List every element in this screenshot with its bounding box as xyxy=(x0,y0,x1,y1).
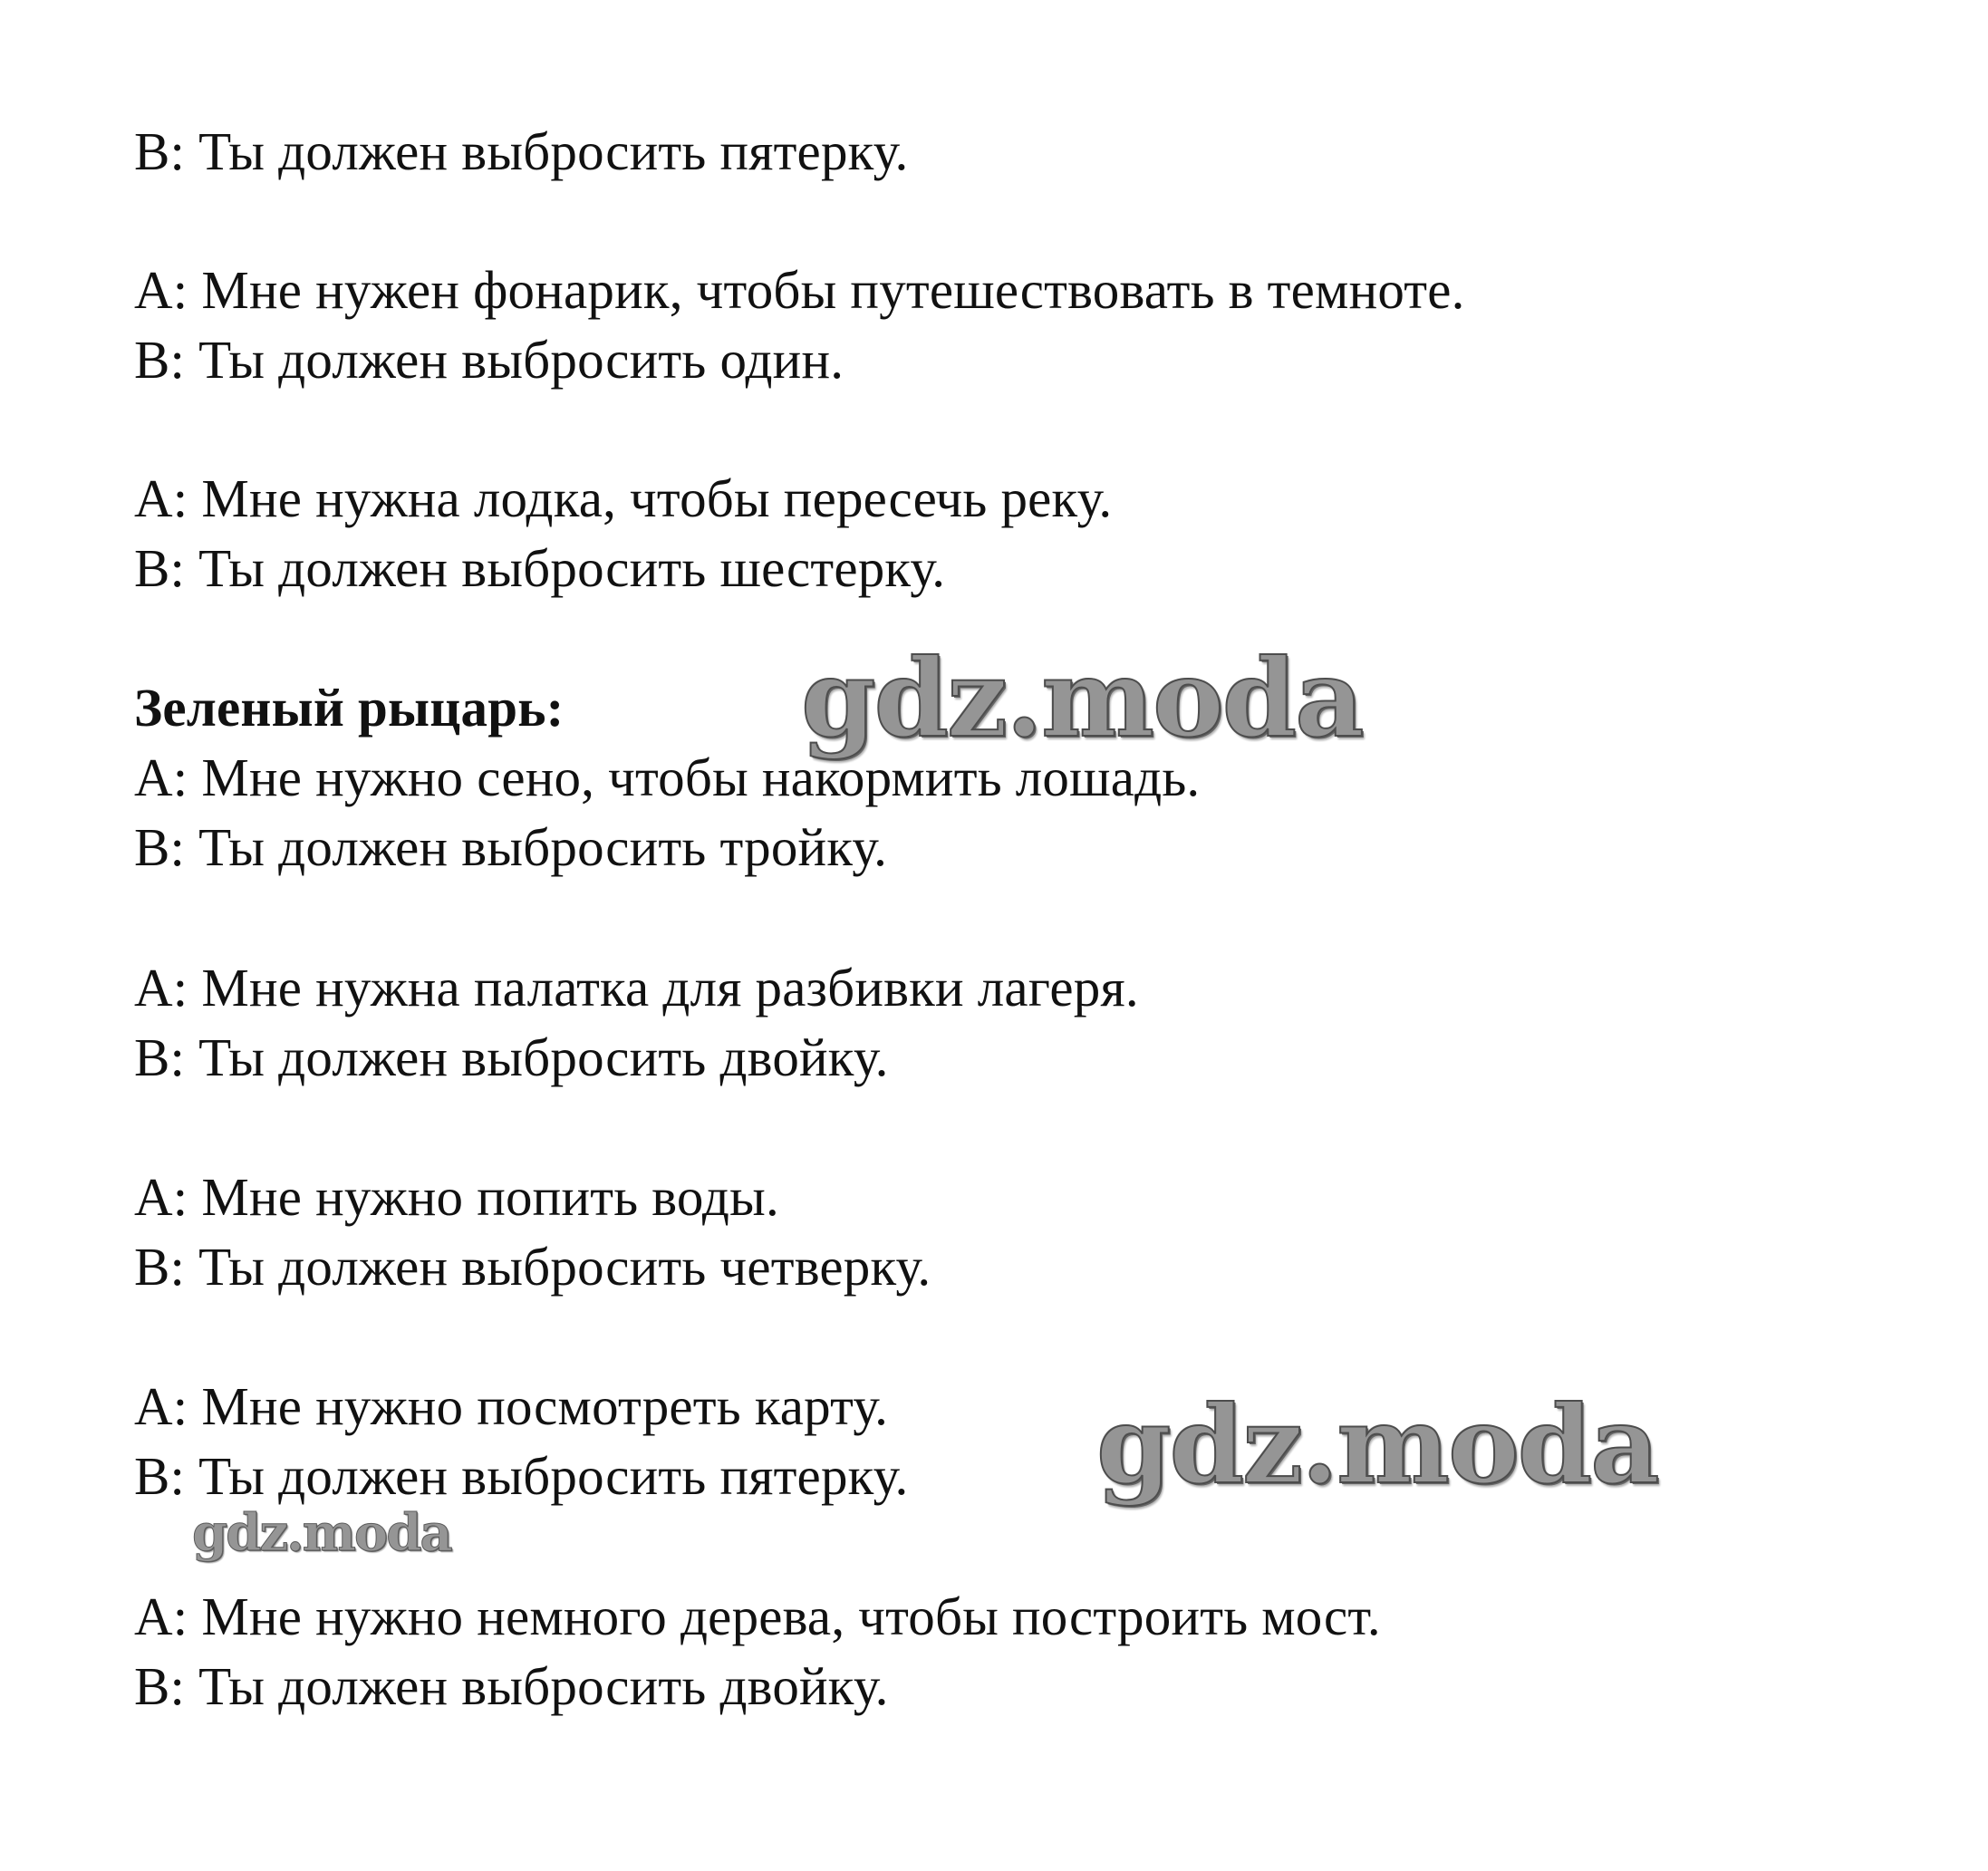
watermark: gdz.moda xyxy=(801,635,1363,761)
dialogue-line: B: Ты должен выбросить пятерку. xyxy=(134,1446,909,1506)
dialogue-line: A: Мне нужно сено, чтобы накормить лошадь. xyxy=(134,747,1201,807)
watermark: gdz.moda xyxy=(1096,1382,1658,1508)
dialogue-line: B: Ты должен выбросить четверку. xyxy=(134,1237,931,1297)
dialogue-line: B: Ты должен выбросить двойку. xyxy=(134,1656,889,1716)
dialogue-line: A: Мне нужен фонарик, чтобы путешествовать в темноте. xyxy=(134,260,1465,320)
dialogue-line: B: Ты должен выбросить пятерку. xyxy=(134,121,909,181)
section-heading: Зеленый рыцарь: xyxy=(134,678,565,738)
dialogue-line: A: Мне нужно посмотреть карту. xyxy=(134,1376,889,1436)
dialogue-line: A: Мне нужно немного дерева, чтобы построить мост. xyxy=(134,1586,1381,1646)
dialogue-line: A: Мне нужна лодка, чтобы пересечь реку. xyxy=(134,468,1113,528)
dialogue-line: B: Ты должен выбросить шестерку. xyxy=(134,538,946,598)
dialogue-line: B: Ты должен выбросить один. xyxy=(134,330,844,390)
watermark: gdz.moda xyxy=(192,1503,451,1563)
dialogue-line: A: Мне нужно попить воды. xyxy=(134,1167,779,1227)
dialogue-line: B: Ты должен выбросить тройку. xyxy=(134,817,888,877)
dialogue-line: A: Мне нужна палатка для разбивки лагеря. xyxy=(134,958,1139,1017)
dialogue-line: B: Ты должен выбросить двойку. xyxy=(134,1027,889,1087)
